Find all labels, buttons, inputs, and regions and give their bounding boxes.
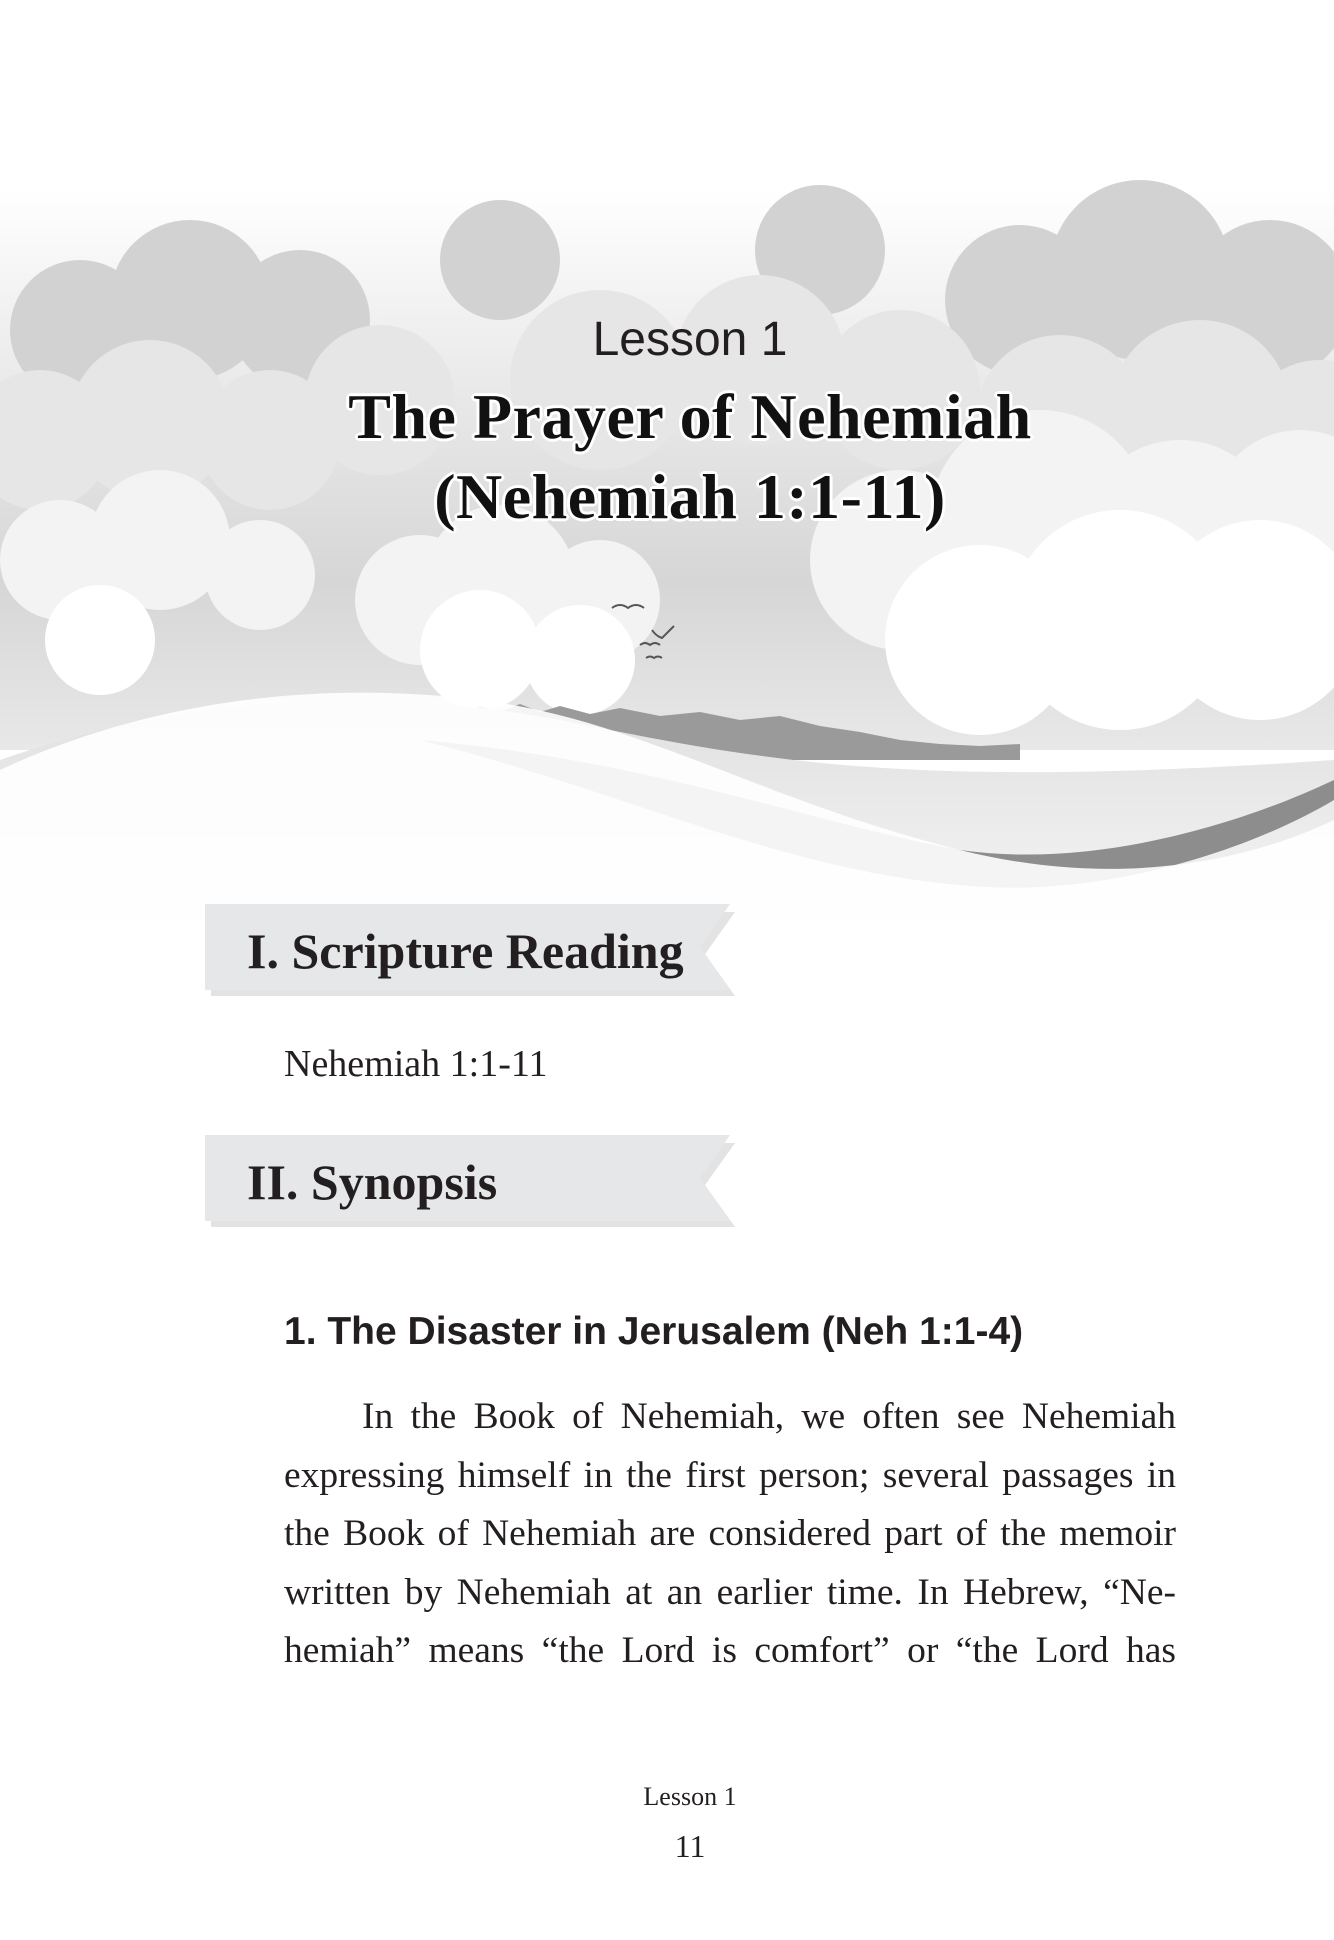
scripture-reference: Nehemiah 1:1-11 [284, 1043, 548, 1085]
running-footer: Lesson 1 [643, 1782, 737, 1811]
section-heading-label: II. Synopsis [247, 1154, 498, 1210]
paragraph-line: the Book of Nehemiah are considered part of the memoir [284, 1513, 1176, 1554]
subsection-heading: 1. The Disaster in Jerusalem (Neh 1:1-4) [284, 1310, 1024, 1353]
page-title: The Prayer of Nehemiah [348, 381, 1032, 452]
paragraph-line: hemiah” means “the Lord is comfort” or “the Lord has [284, 1630, 1176, 1671]
paragraph-line: In the Book of Nehemiah, we often see Nehemiah [362, 1396, 1176, 1437]
page-number: 11 [674, 1828, 706, 1864]
section-heading-label: I. Scripture Reading [247, 923, 684, 979]
section-heading-synopsis [205, 1135, 740, 1227]
paragraph-line: expressing himself in the first person; several passages in [284, 1454, 1176, 1496]
section-heading-scripture [205, 904, 740, 996]
body-paragraph [284, 1388, 1176, 1681]
page-title-reference: (Nehemiah 1:1-11) [434, 461, 946, 532]
lesson-label: Lesson 1 [592, 313, 788, 366]
paragraph-line: written by Nehemiah at an earlier time. In Hebrew, “Ne- [284, 1571, 1176, 1613]
